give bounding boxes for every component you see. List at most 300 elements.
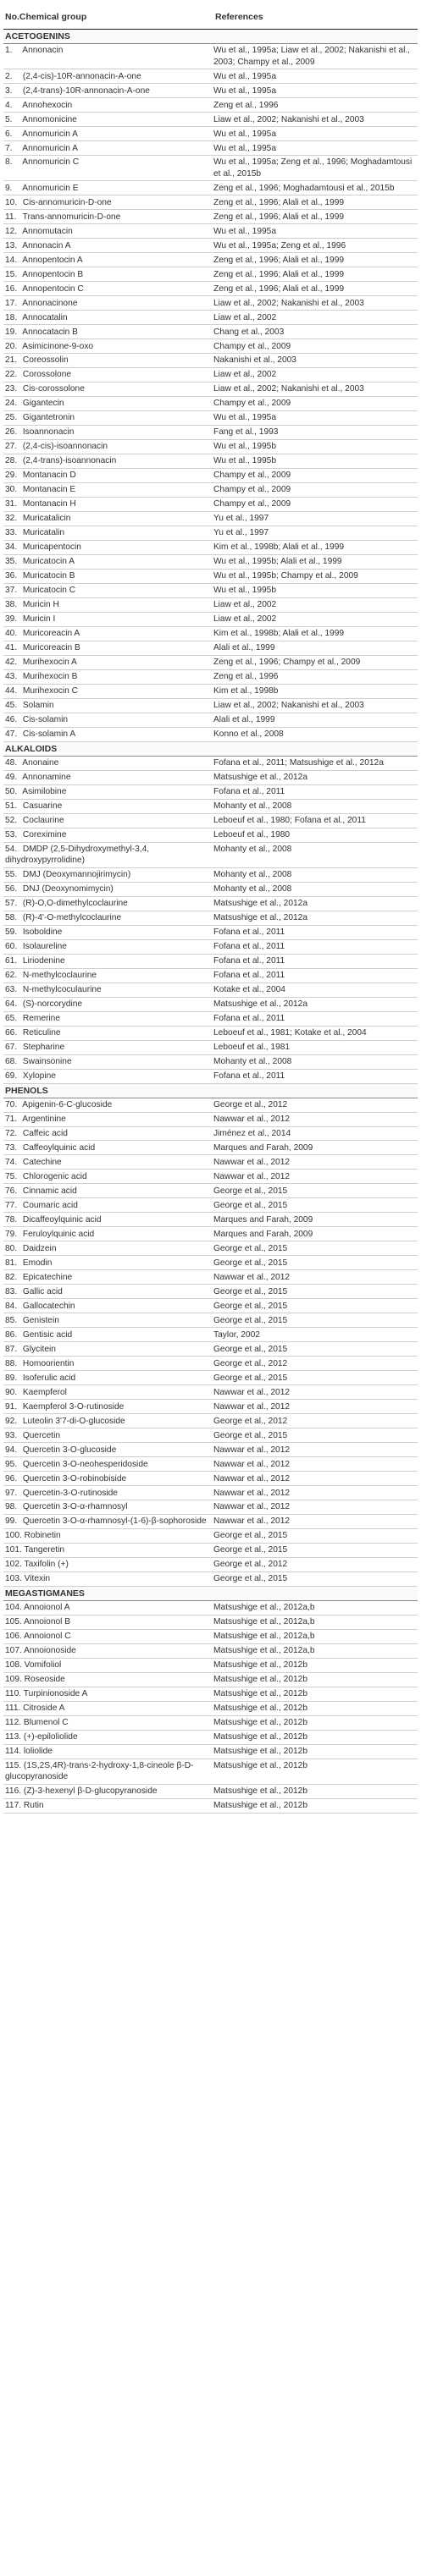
compound-number: 33. xyxy=(5,528,18,538)
reference-cell: Mohanty et al., 2008 xyxy=(213,870,292,880)
compound-number: 18. xyxy=(5,312,18,322)
compound-name: Muricapentocin xyxy=(22,542,81,553)
compound-number: 13. xyxy=(5,240,18,250)
chemical-cell xyxy=(3,714,213,725)
table-row xyxy=(3,469,418,483)
compound-number: 37. xyxy=(5,586,18,596)
table-row xyxy=(3,627,418,641)
compound-number: 116. xyxy=(5,1786,22,1797)
table-row xyxy=(3,526,418,541)
reference-cell: Yu et al., 1997 xyxy=(213,528,269,538)
reference-cell: Nawwar et al., 2012 xyxy=(213,1272,291,1282)
table-row xyxy=(3,1500,418,1515)
chemical-cell xyxy=(3,470,213,481)
compound-number: 19. xyxy=(5,327,18,337)
chemical-cell xyxy=(3,45,213,67)
reference-cell: Matsushige et al., 2012a xyxy=(213,773,308,783)
reference-cell: Zeng et al., 1996; Moghadamtousi et al., 2015b xyxy=(213,183,395,193)
table-row xyxy=(3,1601,418,1616)
reference-cell: Marques and Farah, 2009 xyxy=(213,1142,313,1153)
section-heading: ACETOGENINS xyxy=(3,30,418,44)
table-row xyxy=(3,98,418,113)
compound-number: 73. xyxy=(5,1142,18,1153)
compound-name: DNJ (Deoxynomimycin) xyxy=(22,884,114,894)
compound-number: 110. xyxy=(5,1689,22,1699)
compound-name: (2,4-cis)-10R-annonacin-A-one xyxy=(22,71,141,81)
chemical-cell xyxy=(3,1488,213,1499)
reference-cell: Nawwar et al., 2012 xyxy=(213,1473,291,1483)
table-row xyxy=(3,127,418,141)
chemical-cell xyxy=(3,383,213,394)
compound-name: Gentisic acid xyxy=(22,1329,73,1340)
table-row xyxy=(3,339,418,354)
compound-number: 43. xyxy=(5,672,18,682)
compound-number: 24. xyxy=(5,399,18,409)
chemical-cell xyxy=(3,143,213,154)
reference-cell: Kim et al., 1998b; Alali et al., 1999 xyxy=(213,629,345,639)
chemical-cell xyxy=(3,71,213,82)
chemical-cell xyxy=(3,1142,213,1153)
table-row xyxy=(3,1027,418,1041)
chemical-cell xyxy=(3,427,213,438)
compound-name: Turpinionoside A xyxy=(23,1689,88,1699)
chemical-cell xyxy=(3,1544,213,1555)
compound-name: N-methylcoculaurine xyxy=(22,985,102,995)
chemical-cell xyxy=(3,657,213,668)
compound-number: 107. xyxy=(5,1646,22,1656)
compound-number: 36. xyxy=(5,571,18,581)
compound-name: Montanacin E xyxy=(22,485,76,495)
chemical-cell xyxy=(3,298,213,309)
compound-name: Muricatocin B xyxy=(22,571,75,581)
compound-name: Annomutacin xyxy=(22,226,73,236)
reference-cell: Matsushige et al., 2012a,b xyxy=(213,1617,315,1627)
table-row xyxy=(3,584,418,598)
chemical-cell xyxy=(3,1746,213,1757)
table-row xyxy=(3,1012,418,1027)
compound-name: Montanacin D xyxy=(22,471,76,481)
table-row xyxy=(3,1070,418,1084)
compound-name: Xylopine xyxy=(22,1071,56,1081)
compound-number: 14. xyxy=(5,255,18,265)
compound-name: Corossolone xyxy=(22,370,72,380)
compound-name: Muricatocin A xyxy=(22,557,75,567)
compound-number: 40. xyxy=(5,629,18,639)
reference-cell: Nawwar et al., 2012 xyxy=(213,1445,291,1455)
compound-name: Muricin I xyxy=(22,614,56,625)
chemical-cell xyxy=(3,1717,213,1728)
chemical-cell xyxy=(3,484,213,495)
table-row xyxy=(3,814,418,828)
compound-name: Remerine xyxy=(22,1014,61,1023)
reference-cell: Wu et al., 1995a; Liaw et al., 2002; Nakanishi et al., 2003; Champy et al., 2009 xyxy=(213,46,410,67)
compound-name: Quercetin-3-O-rutinoside xyxy=(22,1488,118,1498)
table-row xyxy=(3,1241,418,1256)
compound-number: 84. xyxy=(5,1301,18,1311)
chemical-cell xyxy=(3,1501,213,1512)
compound-number: 96. xyxy=(5,1473,18,1483)
reference-cell: Wu et al., 1995a xyxy=(213,413,277,423)
compound-number: 44. xyxy=(5,686,18,696)
chemical-cell xyxy=(3,1688,213,1699)
table-row xyxy=(3,1785,418,1799)
table-row xyxy=(3,1486,418,1500)
reference-cell: Marques and Farah, 2009 xyxy=(213,1229,313,1239)
reference-cell: Nawwar et al., 2012 xyxy=(213,1516,291,1527)
compound-number: 85. xyxy=(5,1315,18,1325)
compound-name: Coumaric acid xyxy=(22,1200,78,1210)
compound-number: 77. xyxy=(5,1200,18,1210)
table-row xyxy=(3,670,418,685)
chemical-cell xyxy=(3,1430,213,1441)
compound-number: 61. xyxy=(5,956,18,966)
table-row xyxy=(3,210,418,224)
table-row xyxy=(3,1745,418,1759)
table-row xyxy=(3,1385,418,1400)
compound-number: 21. xyxy=(5,355,18,366)
reference-cell: Chang et al., 2003 xyxy=(213,327,285,337)
compound-name: DMJ (Deoxymannojirimycin) xyxy=(22,870,131,880)
reference-cell: Wu et al., 1995b xyxy=(213,442,277,452)
compound-number: 17. xyxy=(5,298,18,308)
compound-number: 35. xyxy=(5,557,18,567)
reference-cell: Mohanty et al., 2008 xyxy=(213,1056,292,1066)
chemical-cell xyxy=(3,1200,213,1211)
compound-name: Murihexocin C xyxy=(22,686,78,696)
chemical-cell xyxy=(3,1013,213,1024)
reference-cell: Kim et al., 1998b xyxy=(213,686,279,696)
reference-cell: Taylor, 2002 xyxy=(213,1329,260,1340)
chemical-cell xyxy=(3,255,213,266)
chemical-cell xyxy=(3,1056,213,1067)
compound-name: Annoionol B xyxy=(24,1617,71,1627)
compound-name: Muricin H xyxy=(22,600,59,610)
table-row xyxy=(3,1270,418,1285)
chemical-cell xyxy=(3,1530,213,1541)
reference-cell: George et al., 2015 xyxy=(213,1315,288,1325)
section-heading: MEGASTIGMANES xyxy=(3,1587,418,1601)
compound-name: Cis-corossolone xyxy=(22,384,85,394)
compound-name: Isoboldine xyxy=(22,927,63,938)
compound-name: Cinnamic acid xyxy=(22,1186,77,1196)
table-row xyxy=(3,1041,418,1055)
table-row xyxy=(3,1055,418,1070)
chemical-cell xyxy=(3,700,213,711)
compound-name: Coclaurine xyxy=(22,816,64,825)
compound-name: Quercetin 3-O-α-rhamnosyl-(1-6)-β-sophoroside xyxy=(22,1516,207,1527)
chemical-cell xyxy=(3,898,213,909)
chemical-cell xyxy=(3,1731,213,1742)
reference-cell: Fofana et al., 2011; Matsushige et al., 2012a xyxy=(213,758,384,768)
table-row xyxy=(3,1687,418,1702)
compound-number: 12. xyxy=(5,226,18,236)
compound-name: Catechine xyxy=(22,1157,62,1167)
reference-cell: Fang et al., 1993 xyxy=(213,427,279,438)
compound-name: Annonacin A xyxy=(22,240,71,250)
compound-name: Apigenin-6-C-glucoside xyxy=(22,1099,113,1109)
chemical-cell xyxy=(3,570,213,581)
reference-cell: Champy et al., 2009 xyxy=(213,499,291,509)
reference-cell: Champy et al., 2009 xyxy=(213,471,291,481)
compound-name: Cis-solamin A xyxy=(22,729,76,740)
compound-number: 65. xyxy=(5,1014,18,1023)
table-row xyxy=(3,685,418,699)
reference-cell: Mohanty et al., 2008 xyxy=(213,844,292,854)
table-row xyxy=(3,1342,418,1357)
chemical-cell xyxy=(3,455,213,466)
compound-number: 57. xyxy=(5,899,18,909)
reference-cell: Nawwar et al., 2012 xyxy=(213,1488,291,1498)
table-row xyxy=(3,267,418,282)
compound-number: 109. xyxy=(5,1675,22,1685)
compound-number: 51. xyxy=(5,801,18,812)
compound-name: Murihexocin A xyxy=(22,658,77,668)
compound-number: 97. xyxy=(5,1488,18,1498)
chemical-cell xyxy=(3,1027,213,1038)
reference-cell: Leboeuf et al., 1980 xyxy=(213,829,291,839)
compound-number: 64. xyxy=(5,999,18,1010)
reference-cell: Wu et al., 1995a xyxy=(213,71,277,81)
compound-name: Chlorogenic acid xyxy=(22,1171,87,1181)
compound-number: 103. xyxy=(5,1574,22,1584)
compound-number: 70. xyxy=(5,1099,18,1109)
chemical-cell xyxy=(3,1128,213,1139)
compound-number: 10. xyxy=(5,197,18,207)
reference-cell: Wu et al., 1995b xyxy=(213,586,277,596)
reference-cell: Wu et al., 1995b xyxy=(213,456,277,466)
reference-cell: George et al., 2015 xyxy=(213,1301,288,1311)
compound-name: Quercetin 3-O-α-rhamnosyl xyxy=(22,1502,128,1512)
table-row xyxy=(3,911,418,926)
compound-number: 76. xyxy=(5,1186,18,1196)
chemical-cell xyxy=(3,1358,213,1369)
chemical-cell xyxy=(3,1616,213,1627)
reference-cell: Fofana et al., 2011 xyxy=(213,927,285,938)
compound-name: Caffeoylquinic acid xyxy=(22,1142,96,1153)
compound-number: 48. xyxy=(5,758,18,768)
chemical-cell xyxy=(3,912,213,923)
table-row xyxy=(3,1759,418,1785)
compound-name: Caffeic acid xyxy=(22,1128,68,1138)
compound-name: Luteolin 3'7-di-O-glucoside xyxy=(22,1416,125,1426)
table-row xyxy=(3,1170,418,1184)
compound-number: 69. xyxy=(5,1071,18,1081)
compound-number: 99. xyxy=(5,1516,18,1527)
reference-cell: Liaw et al., 2002; Nakanishi et al., 2003 xyxy=(213,298,364,308)
compound-name: Stepharine xyxy=(22,1042,65,1052)
reference-cell: Zeng et al., 1996; Alali et al., 1999 xyxy=(213,197,345,207)
compound-number: 27. xyxy=(5,442,18,452)
reference-cell: Matsushige et al., 2012b xyxy=(213,1675,308,1685)
compound-number: 7. xyxy=(5,143,13,153)
reference-cell: George et al., 2015 xyxy=(213,1243,288,1253)
chemical-cell xyxy=(3,1099,213,1110)
compound-number: 56. xyxy=(5,884,18,894)
reference-cell: George et al., 2015 xyxy=(213,1200,288,1210)
compound-number: 46. xyxy=(5,715,18,725)
compound-name: Isoannonacin xyxy=(22,427,75,438)
table-row xyxy=(3,454,418,469)
compound-name: Muricatalicin xyxy=(22,514,71,524)
reference-cell: Fofana et al., 2011 xyxy=(213,942,285,952)
compound-name: Muricoreacin B xyxy=(22,643,80,653)
compound-number: 106. xyxy=(5,1632,22,1642)
chemical-cell xyxy=(3,844,213,866)
compound-number: 8. xyxy=(5,157,13,168)
table-row xyxy=(3,757,418,771)
table-row xyxy=(3,483,418,498)
compound-name: DMDP (2,5-Dihydroxymethyl-3,4, dihydroxypyrrolidine) xyxy=(5,844,150,866)
compound-number: 82. xyxy=(5,1272,18,1282)
compound-number: 93. xyxy=(5,1430,18,1440)
chemical-cell xyxy=(3,1315,213,1326)
compound-name: Daidzein xyxy=(22,1243,57,1253)
reference-cell: Nawwar et al., 2012 xyxy=(213,1114,291,1124)
chemical-cell xyxy=(3,1229,213,1240)
compound-name: Isoferulic acid xyxy=(22,1373,76,1383)
reference-cell: Matsushige et al., 2012b xyxy=(213,1689,308,1699)
compound-name: Asimilobine xyxy=(22,787,67,797)
table-row xyxy=(3,613,418,627)
compound-name: Swainsonine xyxy=(22,1056,72,1066)
chemical-cell xyxy=(3,212,213,223)
table-row xyxy=(3,282,418,296)
table-row xyxy=(3,598,418,613)
reference-cell: George et al., 2015 xyxy=(213,1258,288,1268)
compound-name: Annopentocin C xyxy=(22,283,84,294)
compound-number: 63. xyxy=(5,985,18,995)
table-row xyxy=(3,84,418,98)
reference-cell: Champy et al., 2009 xyxy=(213,485,291,495)
reference-cell: Nawwar et al., 2012 xyxy=(213,1387,291,1397)
compound-number: 45. xyxy=(5,701,18,711)
reference-cell: Fofana et al., 2011 xyxy=(213,787,285,797)
table-row xyxy=(3,1443,418,1457)
compound-number: 60. xyxy=(5,942,18,952)
table-row xyxy=(3,1702,418,1716)
table-row xyxy=(3,411,418,426)
compound-name: Liriodenine xyxy=(22,956,65,966)
compound-number: 102. xyxy=(5,1560,22,1570)
table-row xyxy=(3,1799,418,1814)
table-row xyxy=(3,181,418,195)
reference-cell: Liaw et al., 2002; Nakanishi et al., 2003 xyxy=(213,384,364,394)
chemical-cell xyxy=(3,556,213,567)
table-row xyxy=(3,1616,418,1630)
chemical-cell xyxy=(3,542,213,553)
table-row xyxy=(3,1299,418,1313)
table-row xyxy=(3,1198,418,1213)
compound-name: Tangeretin xyxy=(24,1545,65,1555)
compound-name: Rutin xyxy=(23,1801,44,1811)
compound-name: Casuarine xyxy=(22,801,63,812)
table-row xyxy=(3,1213,418,1227)
reference-cell: Champy et al., 2009 xyxy=(213,399,291,409)
compound-number: 98. xyxy=(5,1502,18,1512)
chemical-cell xyxy=(3,1459,213,1470)
reference-cell: Liaw et al., 2002; Nakanishi et al., 2003 xyxy=(213,701,364,711)
reference-cell: Wu et al., 1995a; Zeng et al., 1996 xyxy=(213,240,346,250)
chemical-cell xyxy=(3,114,213,125)
compound-name: Annoionoside xyxy=(24,1646,76,1656)
reference-cell: Champy et al., 2009 xyxy=(213,341,291,351)
table-row xyxy=(3,983,418,998)
table-row xyxy=(3,1544,418,1558)
reference-cell: Wu et al., 1995a xyxy=(213,85,277,96)
table-row xyxy=(3,141,418,156)
reference-cell: Nawwar et al., 2012 xyxy=(213,1171,291,1181)
reference-cell: George et al., 2012 xyxy=(213,1560,288,1570)
reference-cell: Alali et al., 1999 xyxy=(213,715,275,725)
chemical-cell xyxy=(3,1387,213,1398)
compound-name: N-methylcoclaurine xyxy=(22,971,97,981)
reference-cell: Wu et al., 1995b; Champy et al., 2009 xyxy=(213,571,358,581)
compound-name: Citroside A xyxy=(23,1704,65,1714)
table-row xyxy=(3,897,418,911)
reference-cell: Alali et al., 1999 xyxy=(213,643,275,653)
reference-cell: Yu et al., 1997 xyxy=(213,514,269,524)
chemical-cell xyxy=(3,498,213,509)
table-row xyxy=(3,1414,418,1428)
table-row xyxy=(3,1529,418,1544)
table-row xyxy=(3,113,418,127)
table-row xyxy=(3,1256,418,1270)
reference-cell: Leboeuf et al., 1981 xyxy=(213,1042,291,1052)
compound-number: 75. xyxy=(5,1171,18,1181)
compound-number: 101. xyxy=(5,1545,22,1555)
chemical-cell xyxy=(3,1645,213,1656)
reference-cell: Zeng et al., 1996; Alali et al., 1999 xyxy=(213,255,345,265)
reference-cell: Wu et al., 1995a xyxy=(213,226,277,236)
chemical-cell xyxy=(3,941,213,952)
table-row xyxy=(3,512,418,526)
table-row xyxy=(3,785,418,800)
compound-number: 2. xyxy=(5,71,13,81)
compound-name: Robinetin xyxy=(24,1531,61,1541)
compound-name: Annonacin xyxy=(22,46,64,56)
compound-number: 104. xyxy=(5,1603,22,1613)
compound-number: 9. xyxy=(5,183,13,193)
compound-number: 42. xyxy=(5,658,18,668)
compound-name: Coreossolin xyxy=(22,355,69,366)
compound-name: Argentinine xyxy=(22,1114,66,1124)
table-row xyxy=(3,1673,418,1687)
table-row xyxy=(3,1457,418,1472)
compound-number: 66. xyxy=(5,1027,18,1038)
reference-cell: Konno et al., 2008 xyxy=(213,729,284,740)
compound-number: 22. xyxy=(5,370,18,380)
compound-name: Annonacinone xyxy=(22,298,78,308)
reference-cell: Fofana et al., 2011 xyxy=(213,1071,285,1081)
table-row xyxy=(3,195,418,210)
compound-number: 89. xyxy=(5,1373,18,1383)
reference-cell: Jiménez et al., 2014 xyxy=(213,1128,291,1138)
compound-number: 38. xyxy=(5,600,18,610)
compound-name: Annohexocin xyxy=(22,100,73,110)
table-row xyxy=(3,1328,418,1342)
chemical-cell xyxy=(3,441,213,452)
compound-number: 28. xyxy=(5,456,18,466)
compound-number: 4. xyxy=(5,100,13,110)
chemical-cell xyxy=(3,527,213,538)
chemical-cell xyxy=(3,398,213,409)
chemical-cell xyxy=(3,1660,213,1671)
compound-number: 115. xyxy=(5,1761,22,1771)
chemical-cell xyxy=(3,1573,213,1584)
table-row xyxy=(3,555,418,570)
compound-number: 108. xyxy=(5,1660,22,1671)
compound-number: 74. xyxy=(5,1157,18,1167)
